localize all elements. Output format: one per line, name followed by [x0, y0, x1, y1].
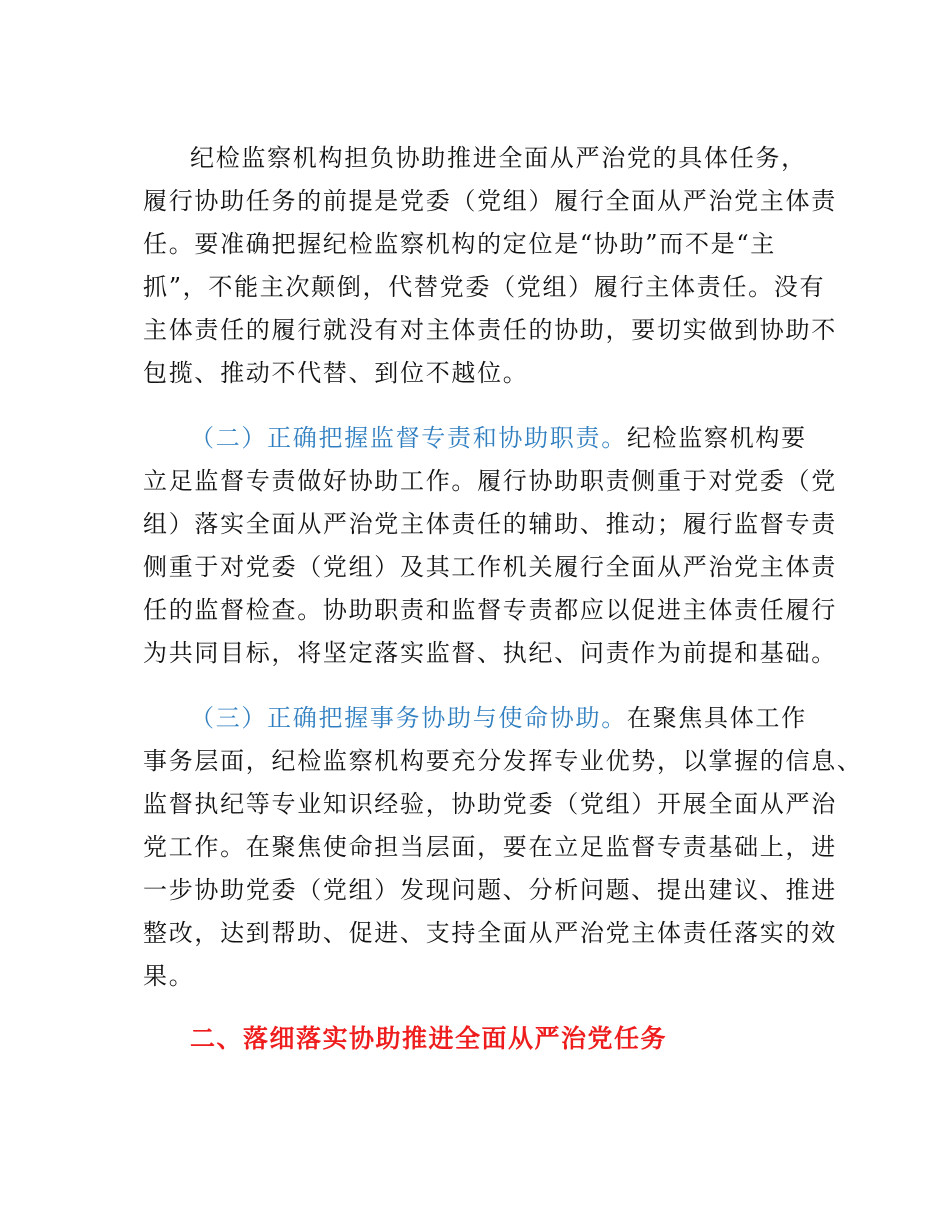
paragraph-2-line: 为共同目标，将坚定落实监督、执纪、问责作为前提和基础。: [143, 639, 837, 667]
subheading-2: （二）正确把握监督专责和协助职责。: [190, 424, 627, 452]
paragraph-2-first-line-rest: 纪检监察机构要: [626, 424, 807, 452]
paragraph-2-line: 侧重于对党委（党组）及其工作机关履行全面从严治党主体责: [143, 553, 837, 581]
paragraph-1-line: 抓”，不能主次颠倒，代替党委（党组）履行主体责任。没有: [143, 273, 826, 301]
paragraph-2-line: 立足监督专责做好协助工作。履行协助职责侧重于对党委（党: [143, 467, 837, 495]
paragraph-1-line: 履行协助任务的前提是党委（党组）履行全面从严治党主体责: [143, 187, 837, 215]
paragraph-3-first-line: [190, 703, 870, 733]
paragraph-1-line: 纪检监察机构担负协助推进全面从严治党的具体任务，: [190, 144, 807, 172]
subheading-3: （三）正确把握事务协助与使命协助。: [190, 704, 627, 732]
paragraph-3-line: 果。: [143, 962, 195, 990]
paragraph-1-line: 包揽、推动不代替、到位不越位。: [143, 359, 529, 387]
paragraph-3-line: 事务层面，纪检监察机构要充分发挥专业优势，以掌握的信息、: [143, 747, 863, 775]
paragraph-3-line: 党工作。在聚焦使命担当层面，要在立足监督专责基础上，进: [143, 833, 837, 861]
paragraph-3-line: 监督执纪等专业知识经验，协助党委（党组）开展全面从严治: [143, 790, 837, 818]
paragraph-1-line: 任。要准确把握纪检监察机构的定位是“协助”而不是“主: [143, 230, 777, 258]
paragraph-3-first-line-rest: 在聚焦具体工作: [626, 704, 807, 732]
section-heading: 二、落细落实协助推进全面从严治党任务: [190, 1024, 668, 1053]
paragraph-3-line: 一步协助党委（党组）发现问题、分析问题、提出建议、推进: [143, 876, 837, 904]
paragraph-2-first-line: [190, 423, 870, 453]
paragraph-2-line: 组）落实全面从严治党主体责任的辅助、推动；履行监督专责: [143, 510, 837, 538]
paragraph-3-line: 整改，达到帮助、促进、支持全面从严治党主体责任落实的效: [143, 919, 837, 947]
paragraph-2-line: 任的监督检查。协助职责和监督专责都应以促进主体责任履行: [143, 596, 837, 624]
paragraph-1-line: 主体责任的履行就没有对主体责任的协助，要切实做到协助不: [143, 316, 837, 344]
